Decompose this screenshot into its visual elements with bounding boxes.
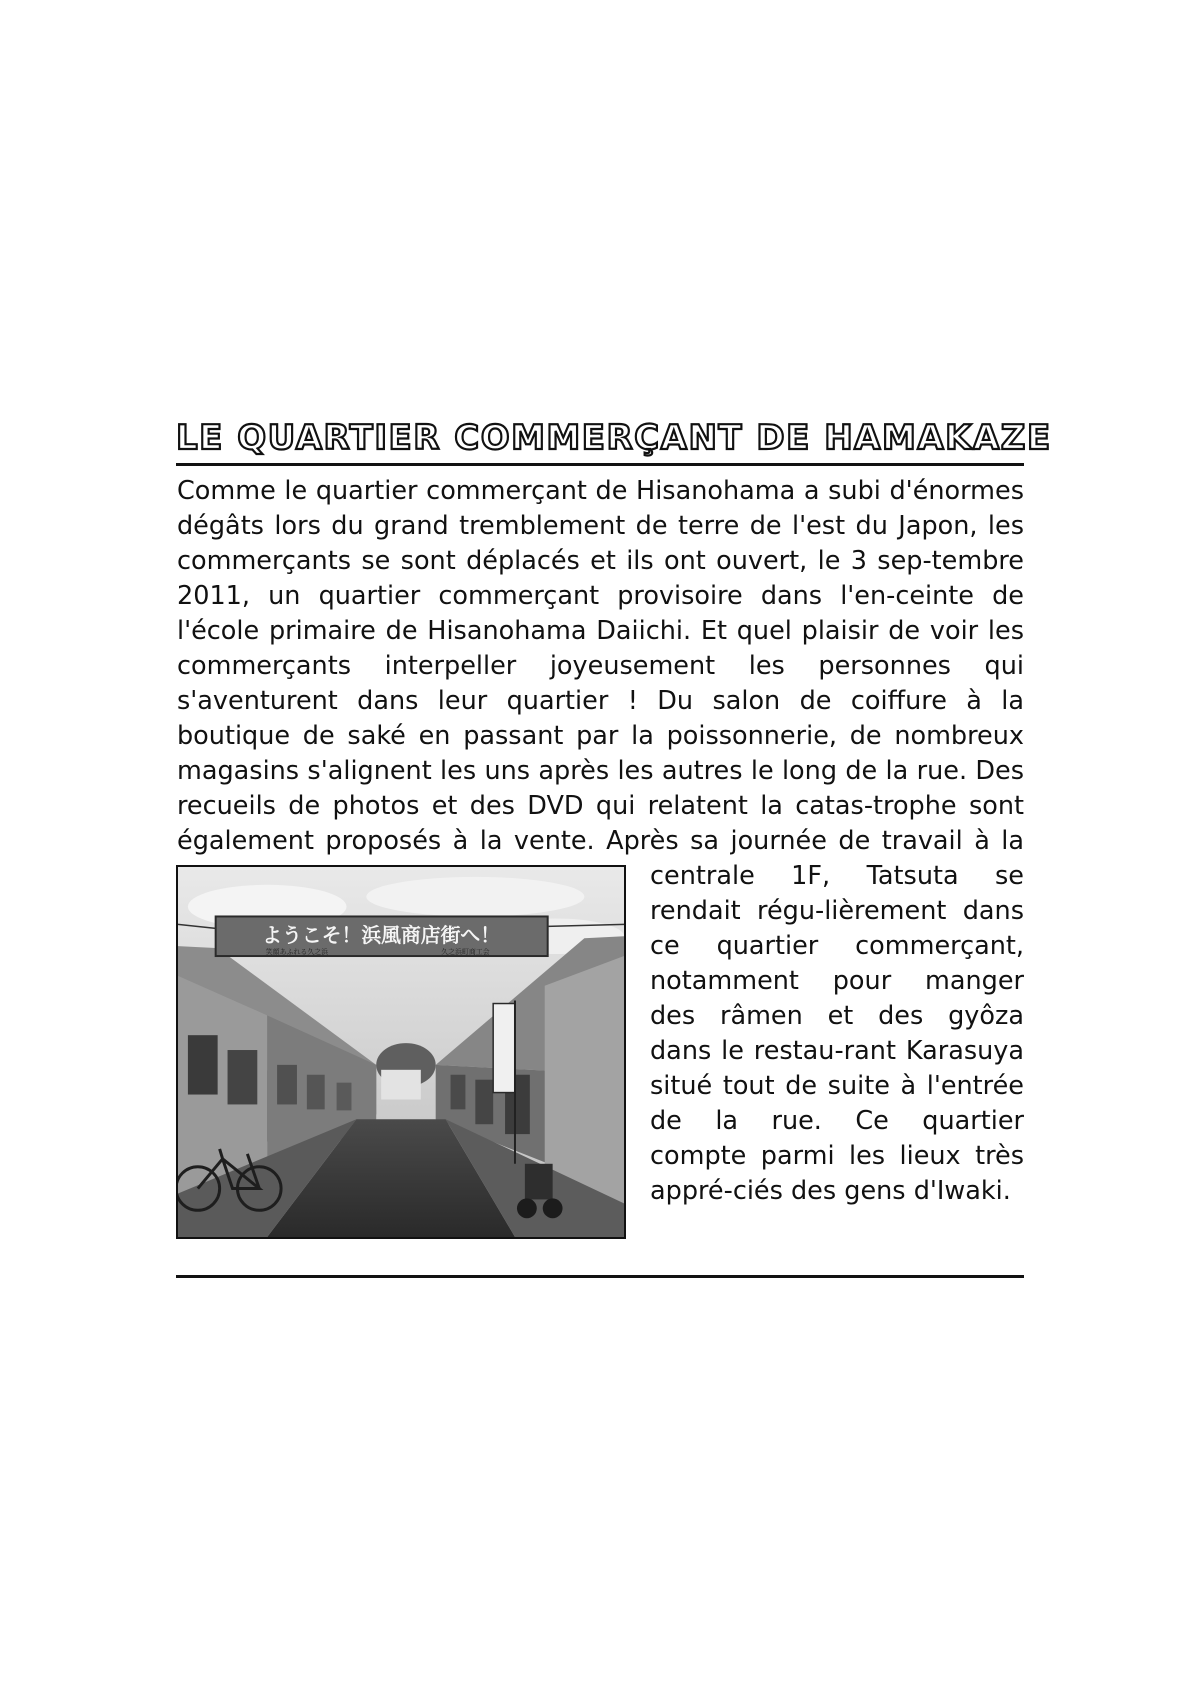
banner-text: ようこそ！浜風商店街へ！ [262,924,501,948]
article-title: LE QUARTIER COMMERÇANT DE HAMAKAZE [176,418,1052,458]
shopping-street-photo [176,865,626,1239]
banner-subtext-right: 久之浜町商工会 [441,948,490,957]
title-divider [176,463,1024,466]
banner-subtext-left: 笑顔あふれる久之浜 [265,948,329,957]
bottom-divider [176,1275,1024,1278]
article-body [176,474,1024,1209]
article-paragraph: Comme le quartier commerçant de Hisanohama a subi d'énormes dégâts lors du grand tremblement de terre de l'est du Japon, les commerçants se sont déplacés et ils ont ouvert, le 3 sep-tembre 2011, un quartier commerçant provisoire dans l'en-ceinte de l'école primaire de Hisanohama Daiichi. Et quel plaisir de voir les commerçants interpeller joyeusement les personnes qui s'aventurent dans leur quartier ! Du salon de coiffure à la boutique de saké en passant par la poissonnerie, de nombreux magasins s'alignent les uns après les autres le long de la rue. Des recueils de photos et des DVD qui relatent la catas-trophe sont également proposés à la vente. Après sa journée de travail à la centrale 1F, Tatsuta se rendait régu-lièrement dans ce quartier commerçant, notamment pour manger des râmen et des gyôza dans le restau-rant Karasuya situé tout de suite à l'entrée de la rue. Ce quartier compte parmi les lieux très appré-ciés des gens d'Iwaki. [177,476,1024,1206]
photo-illustration [178,867,624,1237]
article [176,418,1052,1245]
